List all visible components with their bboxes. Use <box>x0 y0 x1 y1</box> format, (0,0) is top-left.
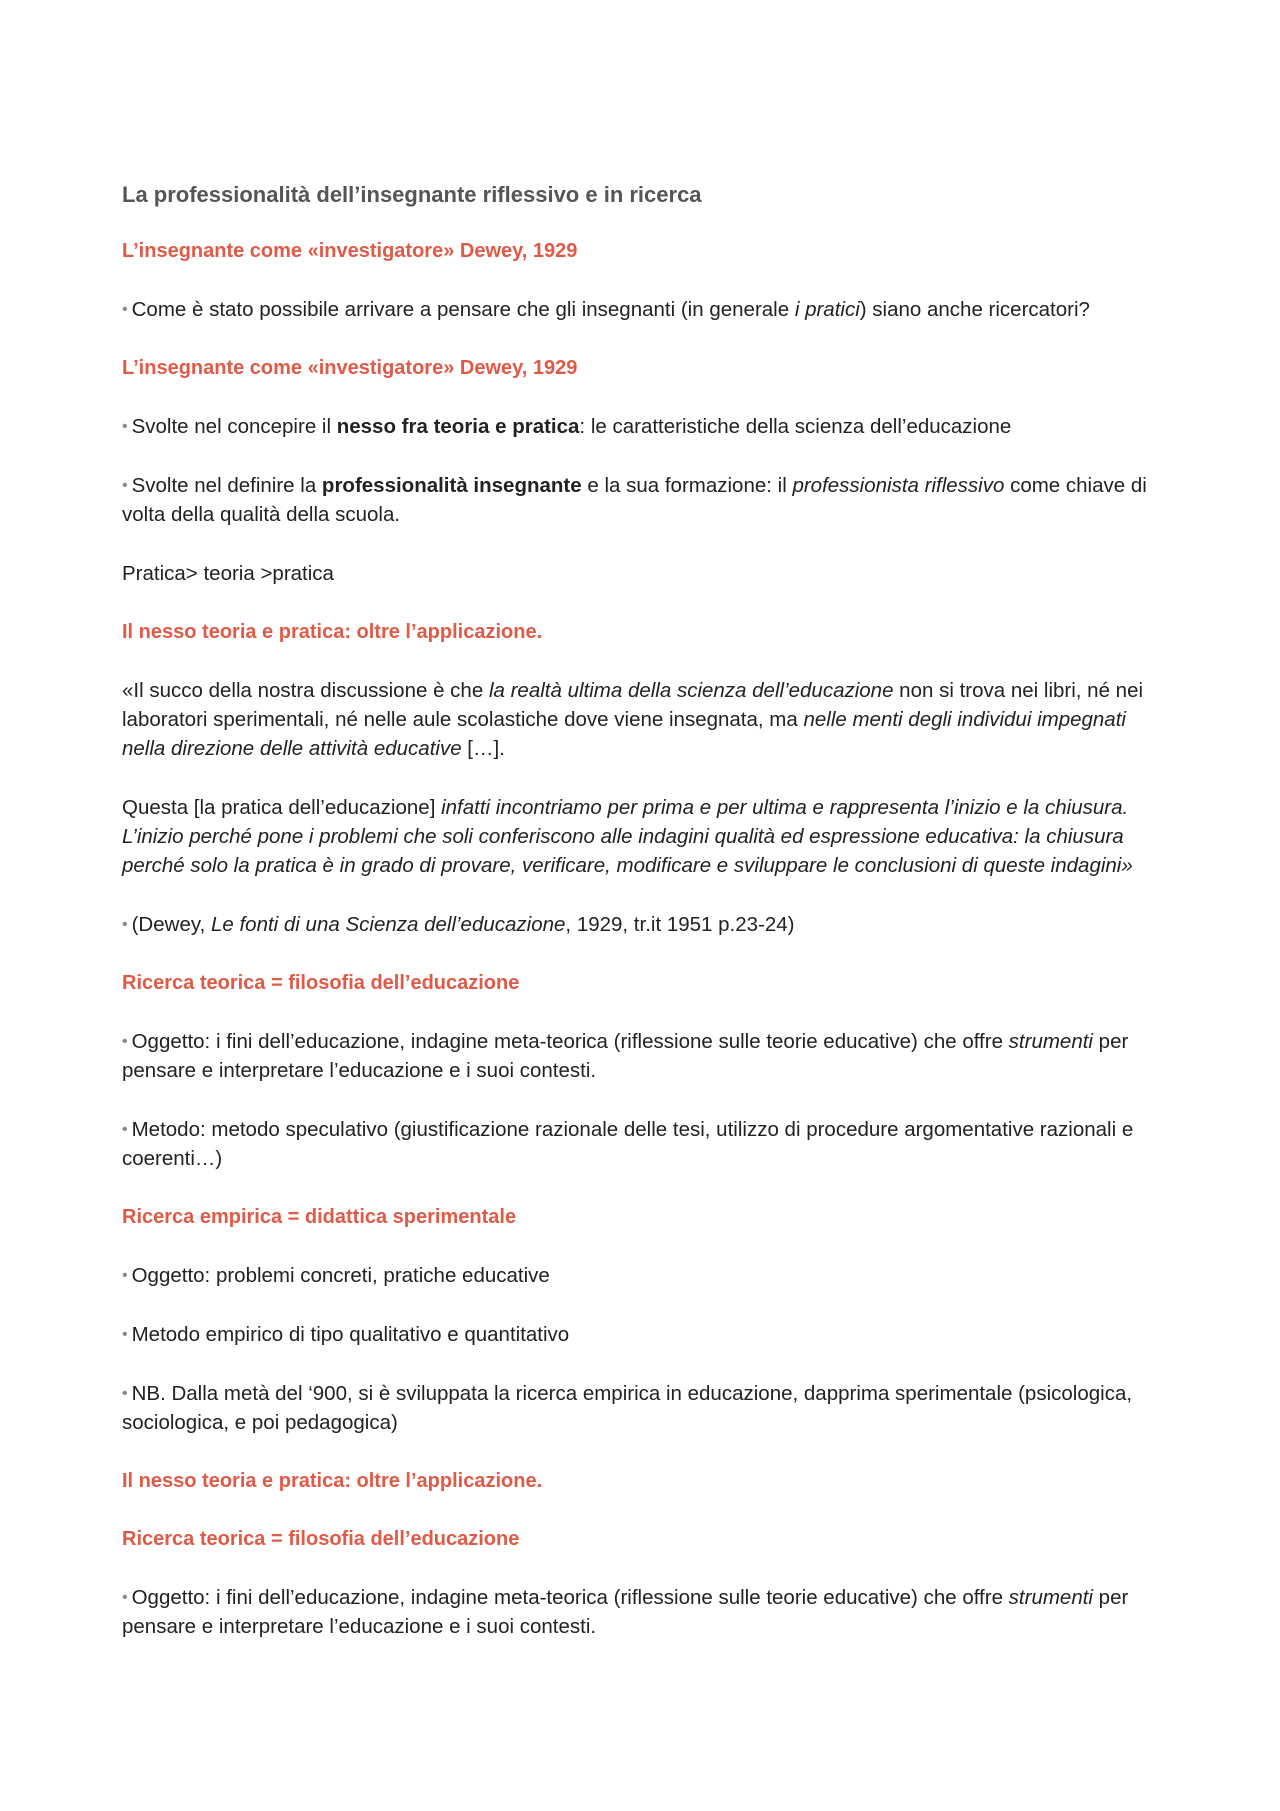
bullet-paragraph: • Oggetto: i fini dell’educazione, indagine meta-teorica (riflessione sulle teorie educative) che offre strumenti per pensare e interpretare l’educazione e i suoi contesti. <box>122 1030 1129 1082</box>
document-title: La professionalità dell’insegnante riflessivo e in ricerca <box>122 182 702 207</box>
bullet-icon: • <box>122 477 128 494</box>
bullet-paragraph: • Come è stato possibile arrivare a pensare che gli insegnanti (in generale i pratici) siano anche ricercatori? <box>122 298 1090 321</box>
bullet-icon: • <box>122 1033 128 1050</box>
section-heading: Ricerca teorica = filosofia dell’educazione <box>122 972 520 994</box>
bullet-icon: • <box>122 1589 128 1606</box>
section-heading: L’insegnante come «investigatore» Dewey, 1929 <box>122 240 578 262</box>
bullet-paragraph: • Metodo empirico di tipo qualitativo e quantitativo <box>122 1323 570 1346</box>
bullet-paragraph: • NB. Dalla metà del ‘900, si è sviluppata la ricerca empirica in educazione, dapprima sperimentale (psicologica, sociologica, e poi pedagogica) <box>122 1382 1133 1434</box>
paragraph: Pratica> teoria >pratica <box>122 562 334 585</box>
bullet-paragraph: • Oggetto: i fini dell’educazione, indagine meta-teorica (riflessione sulle teorie educative) che offre strumenti per pensare e interpretare l’educazione e i suoi contesti. <box>122 1586 1129 1638</box>
bullet-icon: • <box>122 418 128 435</box>
section-heading: L’insegnante come «investigatore» Dewey, 1929 <box>122 357 578 379</box>
bullet-icon: • <box>122 1121 128 1138</box>
section-heading: Il nesso teoria e pratica: oltre l’applicazione. <box>122 1470 543 1492</box>
section-heading: Ricerca empirica = didattica sperimentale <box>122 1206 517 1228</box>
bullet-icon: • <box>122 1267 128 1284</box>
document-page <box>122 180 1162 1671</box>
bullet-paragraph: • Metodo: metodo speculativo (giustificazione razionale delle tesi, utilizzo di procedure argomentative razionali e coerenti…) <box>122 1118 1134 1170</box>
citation-paragraph: • (Dewey, Le fonti di una Scienza dell’educazione, 1929, tr.it 1951 p.23-24) <box>122 913 795 936</box>
section-heading: Ricerca teorica = filosofia dell’educazione <box>122 1528 520 1550</box>
bullet-paragraph: • Svolte nel concepire il nesso fra teoria e pratica: le caratteristiche della scienza dell’educazione <box>122 415 1012 438</box>
quote-paragraph: «Il succo della nostra discussione è che la realtà ultima della scienza dell’educazione non si trova nei libri, né nei laboratori sperimentali, né nelle aule scolastiche dove viene insegnata, ma nelle menti degli individui impegnati nella direzione delle attività educative […]. <box>122 679 1144 760</box>
bullet-icon: • <box>122 1326 128 1343</box>
quote-paragraph: Questa [la pratica dell’educazione] infatti incontriamo per prima e per ultima e rappresenta l’inizio e la chiusura. L’inizio perché pone i problemi che soli conferiscono alle indagini qualità ed espressione educativa: la chiusura perché solo la pratica è in grado di provare, verificare, modificare e sviluppare le conclusioni di queste indagini» <box>122 796 1133 877</box>
bullet-paragraph: • Svolte nel definire la professionalità insegnante e la sua formazione: il professionista riflessivo come chiave di volta della qualità della scuola. <box>122 474 1147 526</box>
bullet-icon: • <box>122 301 128 318</box>
bullet-icon: • <box>122 1385 128 1402</box>
section-heading: Il nesso teoria e pratica: oltre l’applicazione. <box>122 621 543 643</box>
bullet-icon: • <box>122 916 128 933</box>
bullet-paragraph: • Oggetto: problemi concreti, pratiche educative <box>122 1264 550 1287</box>
